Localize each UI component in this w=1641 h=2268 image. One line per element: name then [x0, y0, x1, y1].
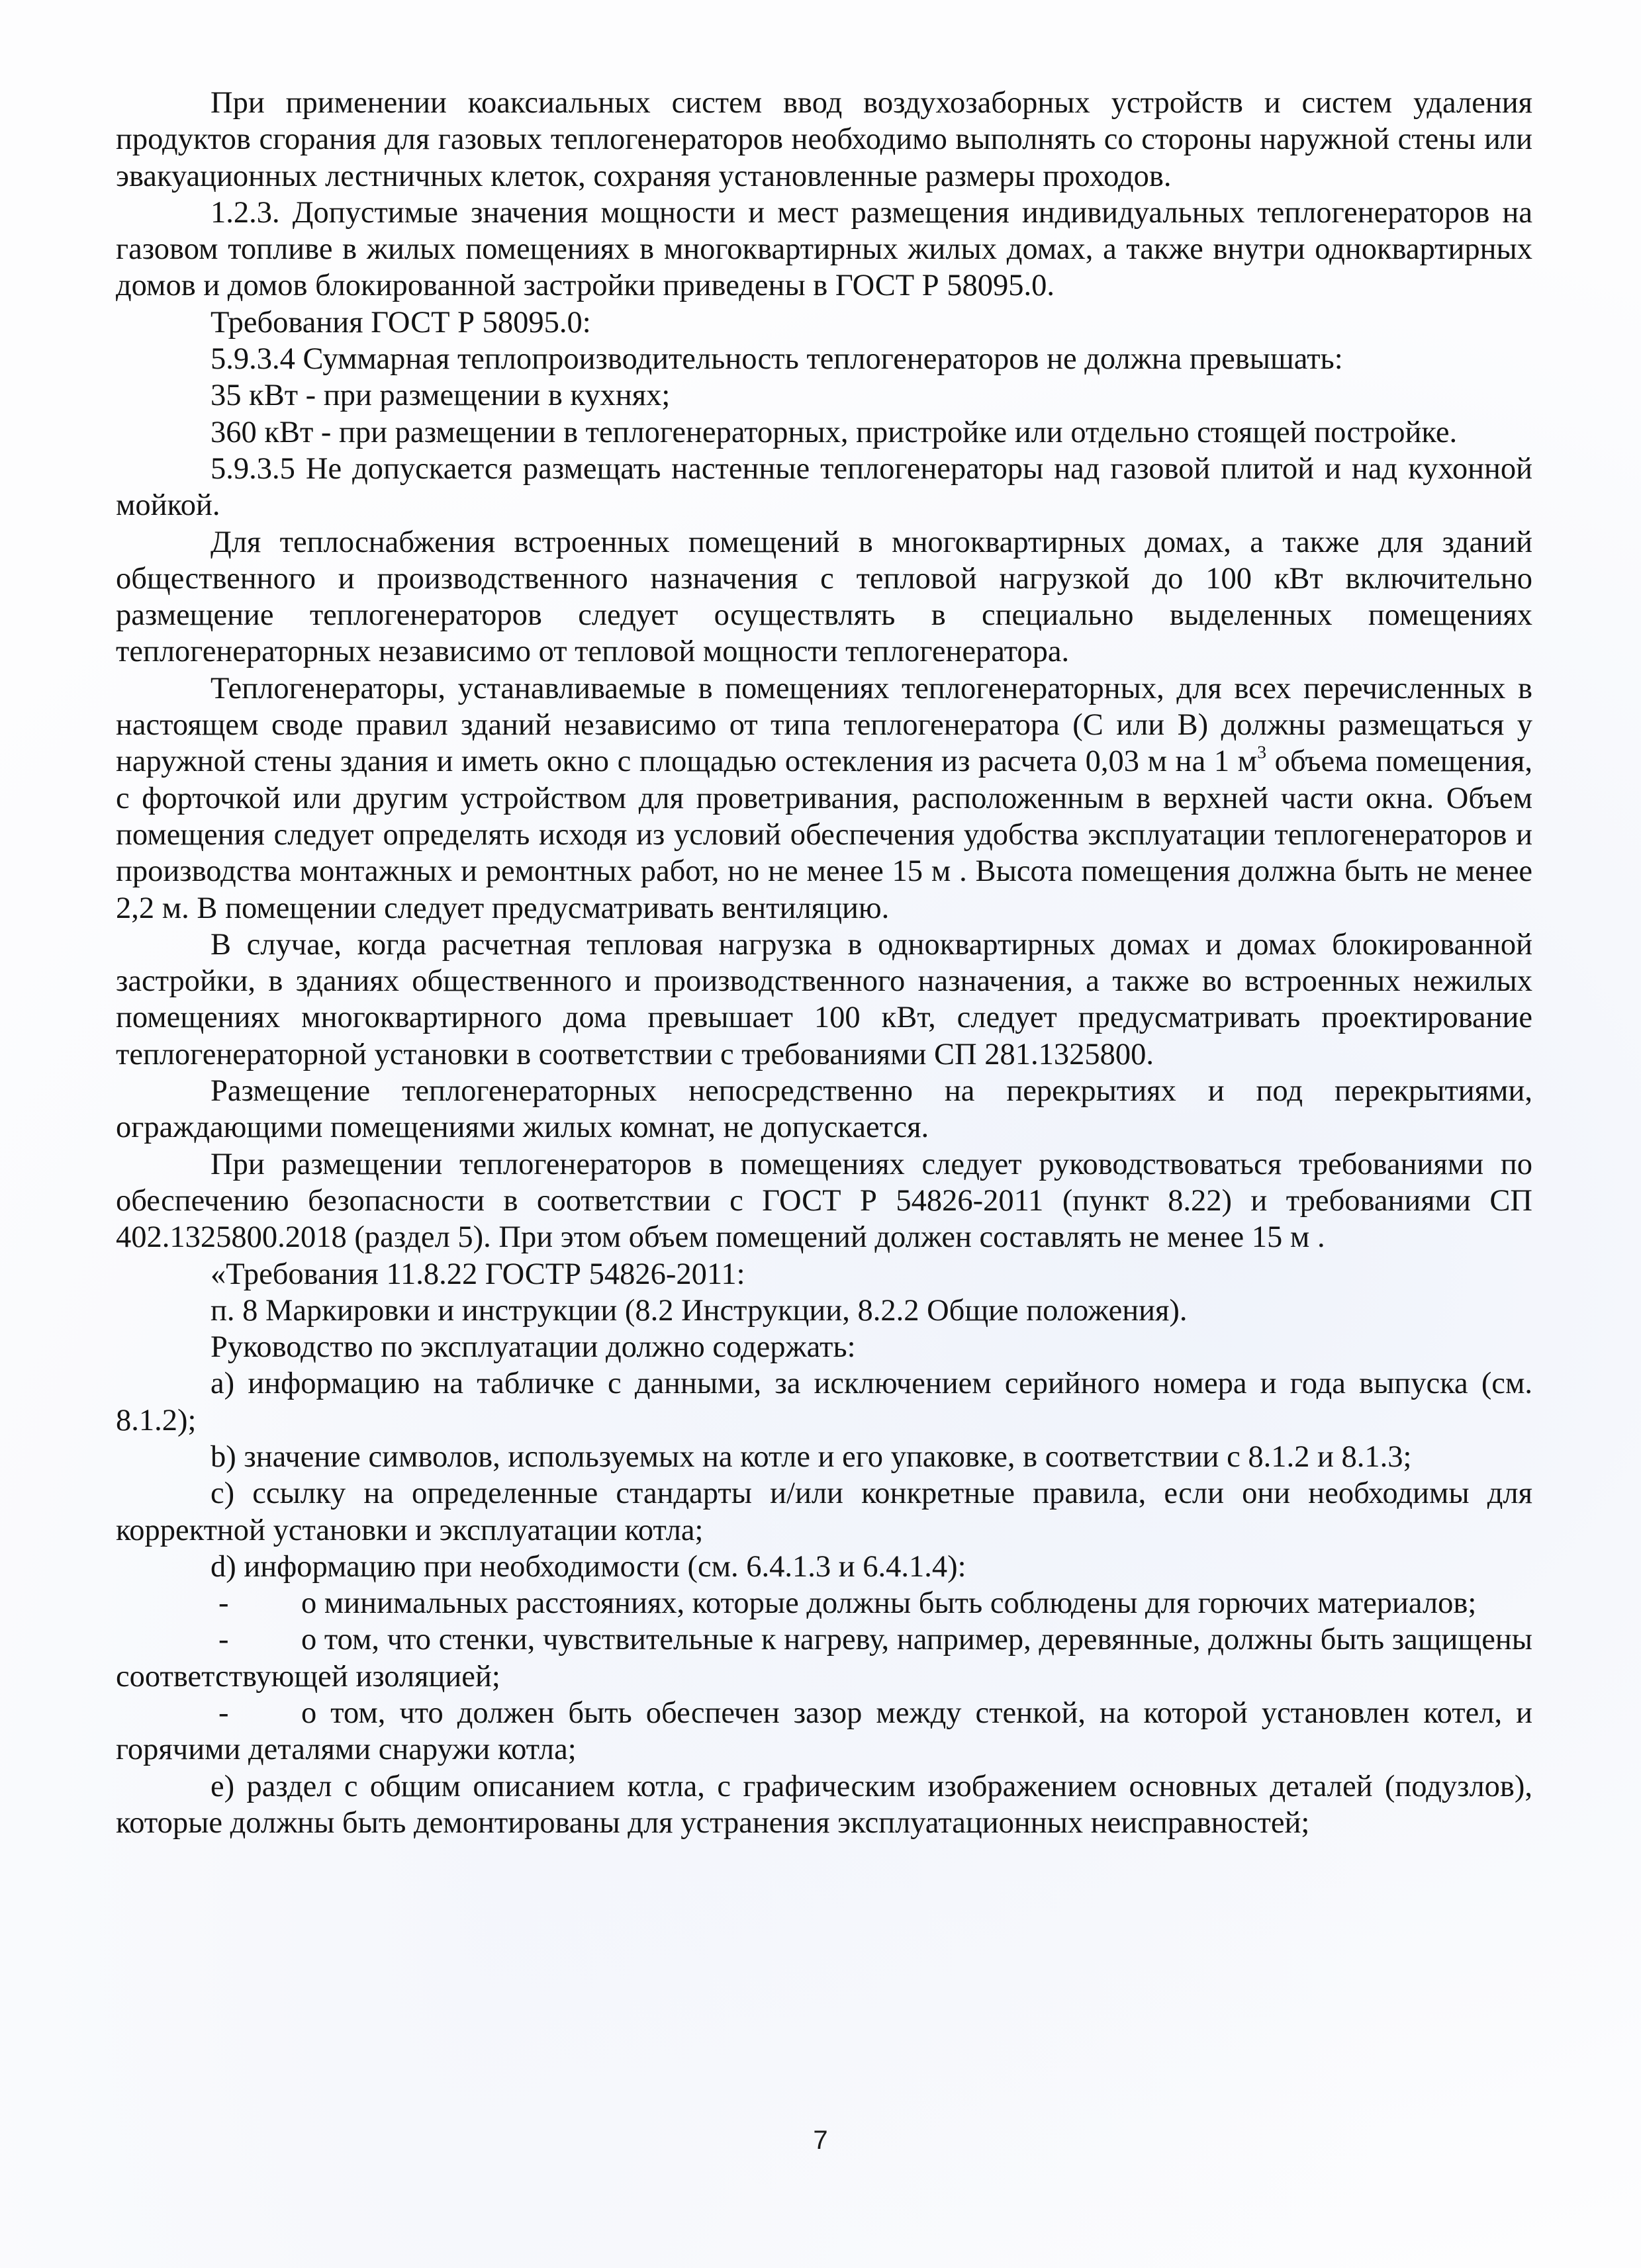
dash-bullet: - — [218, 1696, 229, 1731]
dash-item-text: о минимальных расстояниях, которые должны быть соблюдены для горючих материалов; — [301, 1586, 1477, 1621]
dash-item — [116, 1621, 1532, 1695]
paragraph-5-9-3-5: 5.9.3.5 Не допускается размещать настенные теплогенераторы над газовой плитой и над кухонной мойкой. — [116, 451, 1532, 523]
superscript-cubed: 3 — [1257, 742, 1267, 763]
paragraph-safety-requirements: При размещении теплогенераторов в помещениях следует руководствоваться требованиями по обеспечению безопасности в соответствии с ГОСТ Р 54826-2011 (пункт 8.22) и требованиями СП 402.1325800.2018 (раздел 5). При этом объем помещений должен составлять не менее 15 м . — [116, 1147, 1532, 1255]
document-body — [116, 85, 1532, 1841]
dash-item — [116, 1585, 1532, 1621]
paragraph-gost-54826-quote: «Требования 11.8.22 ГОСТР 54826-2011: — [211, 1257, 745, 1291]
dash-bullet: - — [218, 1623, 229, 1657]
dash-item-text: о том, что стенки, чувствительные к нагреву, например, деревянные, должны быть защищены соответствующей изоляцией; — [116, 1623, 1532, 1694]
dash-item — [116, 1695, 1532, 1768]
paragraph-placement-prohibited: Размещение теплогенераторных непосредственно на перекрытиях и под перекрытиями, ограждающими помещениями жилых комнат, не допускается. — [116, 1074, 1532, 1145]
list-item-a: а) информацию на табличке с данными, за исключением серийного номера и года выпуска (см. 8.1.2); — [116, 1367, 1532, 1437]
dash-bullet: - — [218, 1586, 229, 1621]
dash-item-text: о том, что должен быть обеспечен зазор между стенкой, на которой установлен котел, и горячими деталями снаружи котла; — [116, 1696, 1532, 1767]
paragraph-gost-requirements-heading: Требования ГОСТ Р 58095.0: — [211, 305, 591, 340]
list-item-d: d) информацию при необходимости (см. 6.4.1.3 и 6.4.1.4): — [211, 1549, 966, 1584]
paragraph-coaxial-systems: При применении коаксиальных систем ввод воздухозаборных устройств и систем удаления продуктов сгорания для газовых теплогенераторов необходимо выполнять со стороны наружной стены или эвакуационных лестничных клеток, сохраняя установленные размеры проходов. — [116, 86, 1532, 193]
paragraph-over-100kw: В случае, когда расчетная тепловая нагрузка в одноквартирных домах и домах блокированной застройки, в зданиях общественного и производственного назначения, а также во встроенных нежилых помещениях многоквартирного дома превышает 100 кВт, следует предусматривать проектирование теплогенераторной установки в соответствии с требованиями СП 281.1325800. — [116, 927, 1532, 1071]
paragraph-glazing-requirements — [116, 670, 1532, 927]
list-item-c: c) ссылку на определенные стандарты и/или конкретные правила, если они необходимы для корректной установки и эксплуатации котла; — [116, 1476, 1532, 1547]
paragraph-section-8: п. 8 Маркировки и инструкции (8.2 Инструкции, 8.2.2 Общие положения). — [211, 1293, 1188, 1328]
page-number: 7 — [813, 2126, 828, 2155]
paragraph-5-9-3-4: 5.9.3.4 Суммарная теплопроизводительность теплогенераторов не должна превышать: — [211, 342, 1343, 377]
paragraph-1-2-3: 1.2.3. Допустимые значения мощности и мест размещения индивидуальных теплогенераторов на газовом топливе в жилых помещениях в многоквартирных жилых домах, а также внутри одноквартирных домов и домов блокированной застройки приведены в ГОСТ Р 58095.0. — [116, 195, 1532, 303]
glazing-text-after: объема помещения, с форточкой или другим устройством для проветривания, расположенным в верхней части окна. Объем помещения следует определять исходя из условий обеспечения удобства эксплуатации теплогенераторов и производства монтажных и ремонтных работ, но не менее 15 м . Высота помещения должна быть не менее 2,2 м. В помещении следует предусматривать вентиляцию. — [116, 745, 1532, 925]
paragraph-360kw: 360 кВт - при размещении в теплогенераторных, пристройке или отдельно стоящей постройке. — [211, 415, 1458, 449]
list-item-b: b) значение символов, используемых на котле и его упаковке, в соответствии с 8.1.2 и 8.1.3; — [211, 1439, 1412, 1474]
paragraph-manual-contents: Руководство по эксплуатации должно содержать: — [211, 1330, 856, 1365]
list-item-e: е) раздел с общим описанием котла, с графическим изображением основных деталей (подузлов), которые должны быть демонтированы для устранения эксплуатационных неисправностей; — [116, 1769, 1532, 1840]
paragraph-built-in-premises: Для теплоснабжения встроенных помещений в многоквартирных домах, а также для зданий общественного и производственного назначения с тепловой нагрузкой до 100 кВт включительно размещение теплогенераторов следует осуществлять в специально выделенных помещениях теплогенераторных независимо от тепловой мощности теплогенератора. — [116, 525, 1532, 669]
glazing-text-before: Теплогенераторы, устанавливаемые в помещениях теплогенераторных, для всех перечисленных в настоящем своде правил зданий независимо от типа теплогенератора (С или В) должны размещаться у наружной стены здания и иметь окно с площадью остекления из расчета 0,03 м на 1 м — [116, 671, 1532, 779]
paragraph-35kw: 35 кВт - при размещении в кухнях; — [211, 379, 671, 413]
